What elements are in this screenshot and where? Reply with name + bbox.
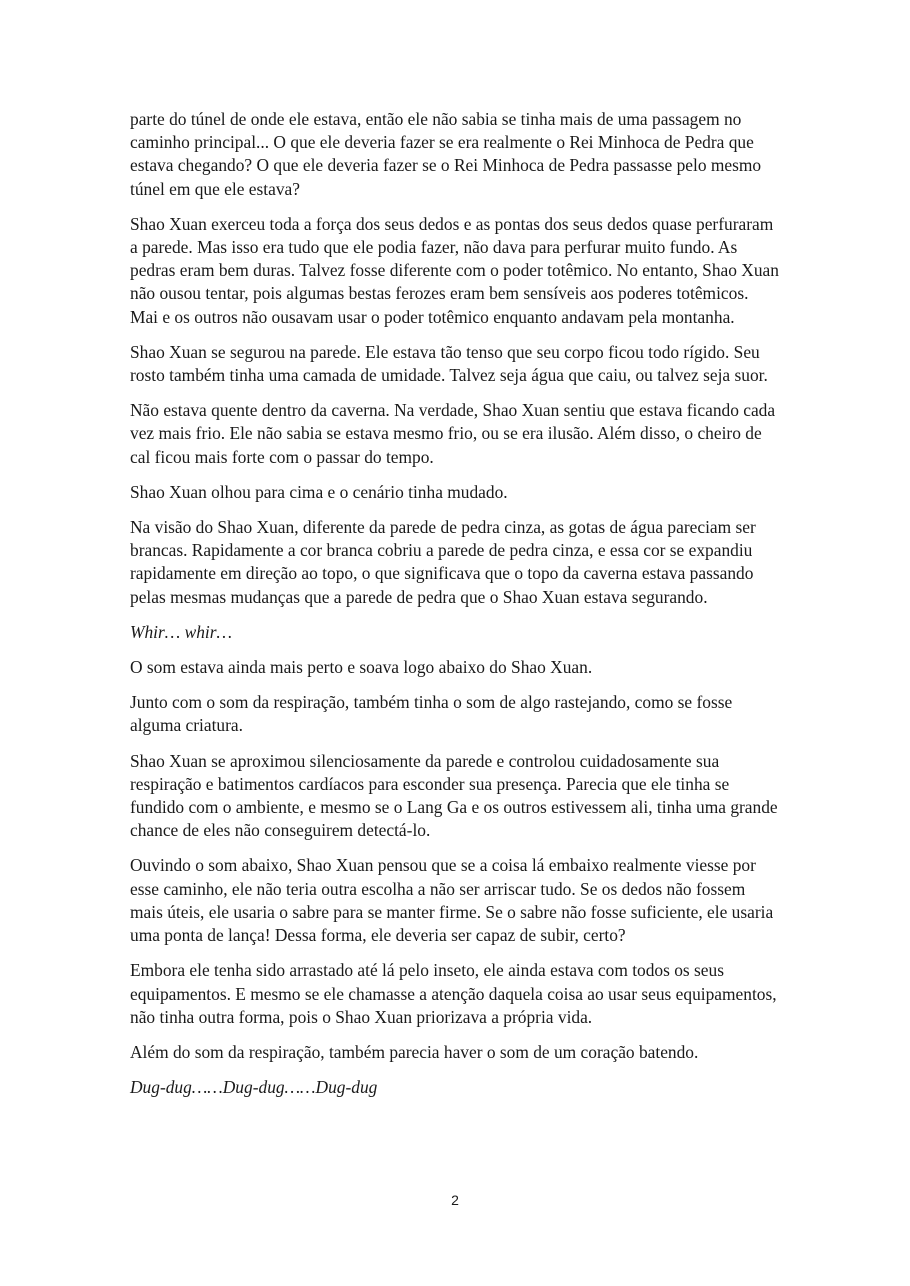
paragraph: Shao Xuan se segurou na parede. Ele estava tão tenso que seu corpo ficou todo rígido. Seu rosto também tinha uma camada de umidade. Talvez seja água que caiu, ou talvez seja suor. [130, 341, 768, 386]
page-number: 2 [451, 1192, 459, 1208]
paragraph: Além do som da respiração, também parecia haver o som de um coração batendo. [130, 1041, 699, 1062]
sound-effect: Dug-dug……Dug-dug……Dug-dug [130, 1077, 378, 1098]
paragraph: Na visão do Shao Xuan, diferente da parede de pedra cinza, as gotas de água pareciam ser brancas. Rapidamente a cor branca cobriu a parede de pedra cinza, e essa cor se expandiu rapidamente em direção ao topo, o que significava que o topo da caverna estava passando pelas mesmas mudanças que a parede de pedra que o Shao Xuan estava segurando. [130, 517, 756, 607]
paragraph: parte do túnel de onde ele estava, então ele não sabia se tinha mais de uma passagem no caminho principal... O que ele deveria fazer se era realmente o Rei Minhoca de Pedra que estava chegando? O que ele deveria fazer se o Rei Minhoca de Pedra passasse pelo mesmo túnel em que ele estava? [130, 109, 762, 199]
paragraph: Junto com o som da respiração, também tinha o som de algo rastejando, como se fosse alguma criatura. [130, 692, 733, 736]
paragraph: Shao Xuan olhou para cima e o cenário tinha mudado. [130, 481, 508, 502]
paragraph: Ouvindo o som abaixo, Shao Xuan pensou que se a coisa lá embaixo realmente viesse por esse caminho, ele não teria outra escolha a não ser arriscar tudo. Se os dedos não fossem mais úteis, ele usaria o sabre para se manter firme. Se o sabre não fosse suficiente, ele usaria uma ponta de lança! Dessa forma, ele deveria ser capaz de subir, certo? [130, 855, 774, 946]
body-text [130, 108, 780, 1111]
sound-effect: Whir… whir… [130, 621, 232, 642]
paragraph: Shao Xuan exerceu toda a força dos seus dedos e as pontas dos seus dedos quase perfuraram a parede. Mas isso era tudo que ele podia fazer, não dava para perfurar muito fundo. As pedras eram bem duras. Talvez fosse diferente com o poder totêmico. No entanto, Shao Xuan não ousou tentar, pois algumas bestas ferozes eram bem sensíveis aos poderes totêmicos. Mai e os outros não ousavam usar o poder totêmico enquanto andavam pela montanha. [130, 213, 779, 327]
paragraph: Shao Xuan se aproximou silenciosamente da parede e controlou cuidadosamente sua respiração e batimentos cardíacos para esconder sua presença. Parecia que ele tinha se fundido com o ambiente, e mesmo se o Lang Ga e os outros estivessem ali, tinha uma grande chance de eles não conseguirem detectá-lo. [130, 750, 778, 841]
paragraph: Embora ele tenha sido arrastado até lá pelo inseto, ele ainda estava com todos os seus equipamentos. E mesmo se ele chamasse a atenção daquela coisa ao usar seus equipamentos, não tinha outra forma, pois o Shao Xuan priorizava a própria vida. [130, 960, 777, 1027]
paragraph: Não estava quente dentro da caverna. Na verdade, Shao Xuan sentiu que estava ficando cada vez mais frio. Ele não sabia se estava mesmo frio, ou se era ilusão. Além disso, o cheiro de cal ficou mais forte com o passar do tempo. [130, 400, 776, 467]
paragraph: O som estava ainda mais perto e soava logo abaixo do Shao Xuan. [130, 657, 593, 678]
